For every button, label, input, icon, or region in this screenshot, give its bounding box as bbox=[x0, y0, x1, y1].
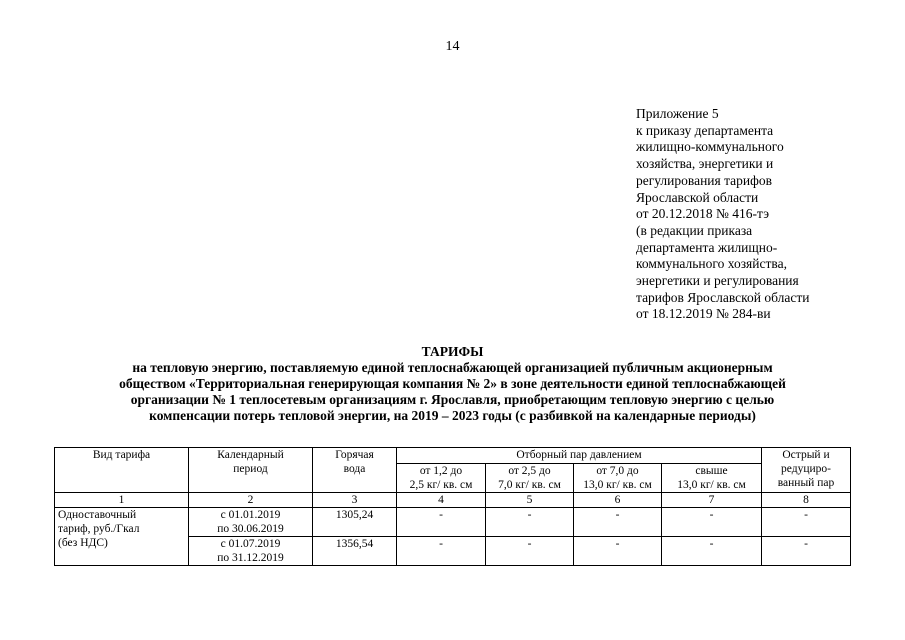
appendix-line: от 20.12.2018 № 416-тэ bbox=[636, 206, 770, 222]
column-number: 7 bbox=[662, 493, 762, 508]
hot-water-cell: 1356,54 bbox=[313, 537, 397, 566]
header-period: Календарный период bbox=[189, 448, 313, 493]
tariffs-table bbox=[54, 447, 851, 566]
steam-cell: - bbox=[397, 508, 486, 537]
appendix-line: департамента жилищно- bbox=[636, 239, 778, 255]
column-number: 6 bbox=[574, 493, 662, 508]
appendix-line: регулирования тарифов bbox=[636, 172, 773, 188]
page-number: 14 bbox=[445, 39, 460, 54]
column-number: 1 bbox=[55, 493, 189, 508]
sharp-steam-cell: - bbox=[762, 508, 851, 537]
appendix-line: хозяйства, энергетики и bbox=[636, 156, 774, 172]
tariff-name-cell: Одноставочный тариф, руб./Гкал (без НДС) bbox=[55, 508, 189, 566]
column-number: 3 bbox=[313, 493, 397, 508]
appendix-line: (в редакции приказа bbox=[636, 222, 753, 238]
header-steam-4: свыше 13,0 кг/ кв. см bbox=[662, 464, 762, 493]
appendix-block bbox=[636, 106, 876, 323]
period-cell: с 01.07.2019 по 31.12.2019 bbox=[189, 537, 313, 566]
header-hot-water: Горячая вода bbox=[313, 448, 397, 493]
column-number-row bbox=[55, 493, 851, 508]
header-steam-group: Отборный пар давлением bbox=[397, 448, 762, 464]
column-number: 8 bbox=[762, 493, 851, 508]
header-steam-3: от 7,0 до 13,0 кг/ кв. см bbox=[574, 464, 662, 493]
steam-cell: - bbox=[574, 508, 662, 537]
sharp-steam-cell: - bbox=[762, 537, 851, 566]
appendix-line: Ярославской области bbox=[636, 189, 759, 205]
table-row bbox=[55, 508, 851, 537]
title-line: компенсации потерь тепловой энергии, на 2019 – 2023 годы (с разбивкой на календарные периоды) bbox=[149, 408, 756, 423]
appendix-line: жилищно-коммунального bbox=[636, 139, 784, 155]
steam-cell: - bbox=[397, 537, 486, 566]
appendix-line: к приказу департамента bbox=[636, 122, 774, 138]
appendix-line: от 18.12.2019 № 284-ви bbox=[636, 306, 771, 322]
appendix-line: Приложение 5 bbox=[636, 106, 719, 121]
column-number: 2 bbox=[189, 493, 313, 508]
title-heading: ТАРИФЫ bbox=[421, 344, 484, 359]
appendix-line: энергетики и регулирования bbox=[636, 273, 799, 289]
title-line: на тепловую энергию, поставляемую единой теплоснабжающей организацией публичным акционерным bbox=[132, 360, 773, 375]
column-number: 5 bbox=[486, 493, 574, 508]
appendix-line: тарифов Ярославской области bbox=[636, 289, 810, 305]
steam-cell: - bbox=[486, 508, 574, 537]
header-tariff-type: Вид тарифа bbox=[55, 448, 189, 493]
hot-water-cell: 1305,24 bbox=[313, 508, 397, 537]
title-line: организации № 1 теплосетевым организациям г. Ярославля, приобретающим тепловую энергию с целью bbox=[130, 392, 775, 407]
steam-cell: - bbox=[662, 537, 762, 566]
header-sharp-steam: Острый и редуциро- ванный пар bbox=[762, 448, 851, 493]
appendix-line: коммунального хозяйства, bbox=[636, 256, 787, 272]
steam-cell: - bbox=[662, 508, 762, 537]
steam-cell: - bbox=[486, 537, 574, 566]
title-line: обществом «Территориальная генерирующая компания № 2» в зоне деятельности единой теплоснабжающей bbox=[119, 376, 786, 391]
steam-cell: - bbox=[574, 537, 662, 566]
document-title bbox=[40, 344, 865, 424]
header-steam-2: от 2,5 до 7,0 кг/ кв. см bbox=[486, 464, 574, 493]
header-steam-1: от 1,2 до 2,5 кг/ кв. см bbox=[397, 464, 486, 493]
period-cell: с 01.01.2019 по 30.06.2019 bbox=[189, 508, 313, 537]
column-number: 4 bbox=[397, 493, 486, 508]
